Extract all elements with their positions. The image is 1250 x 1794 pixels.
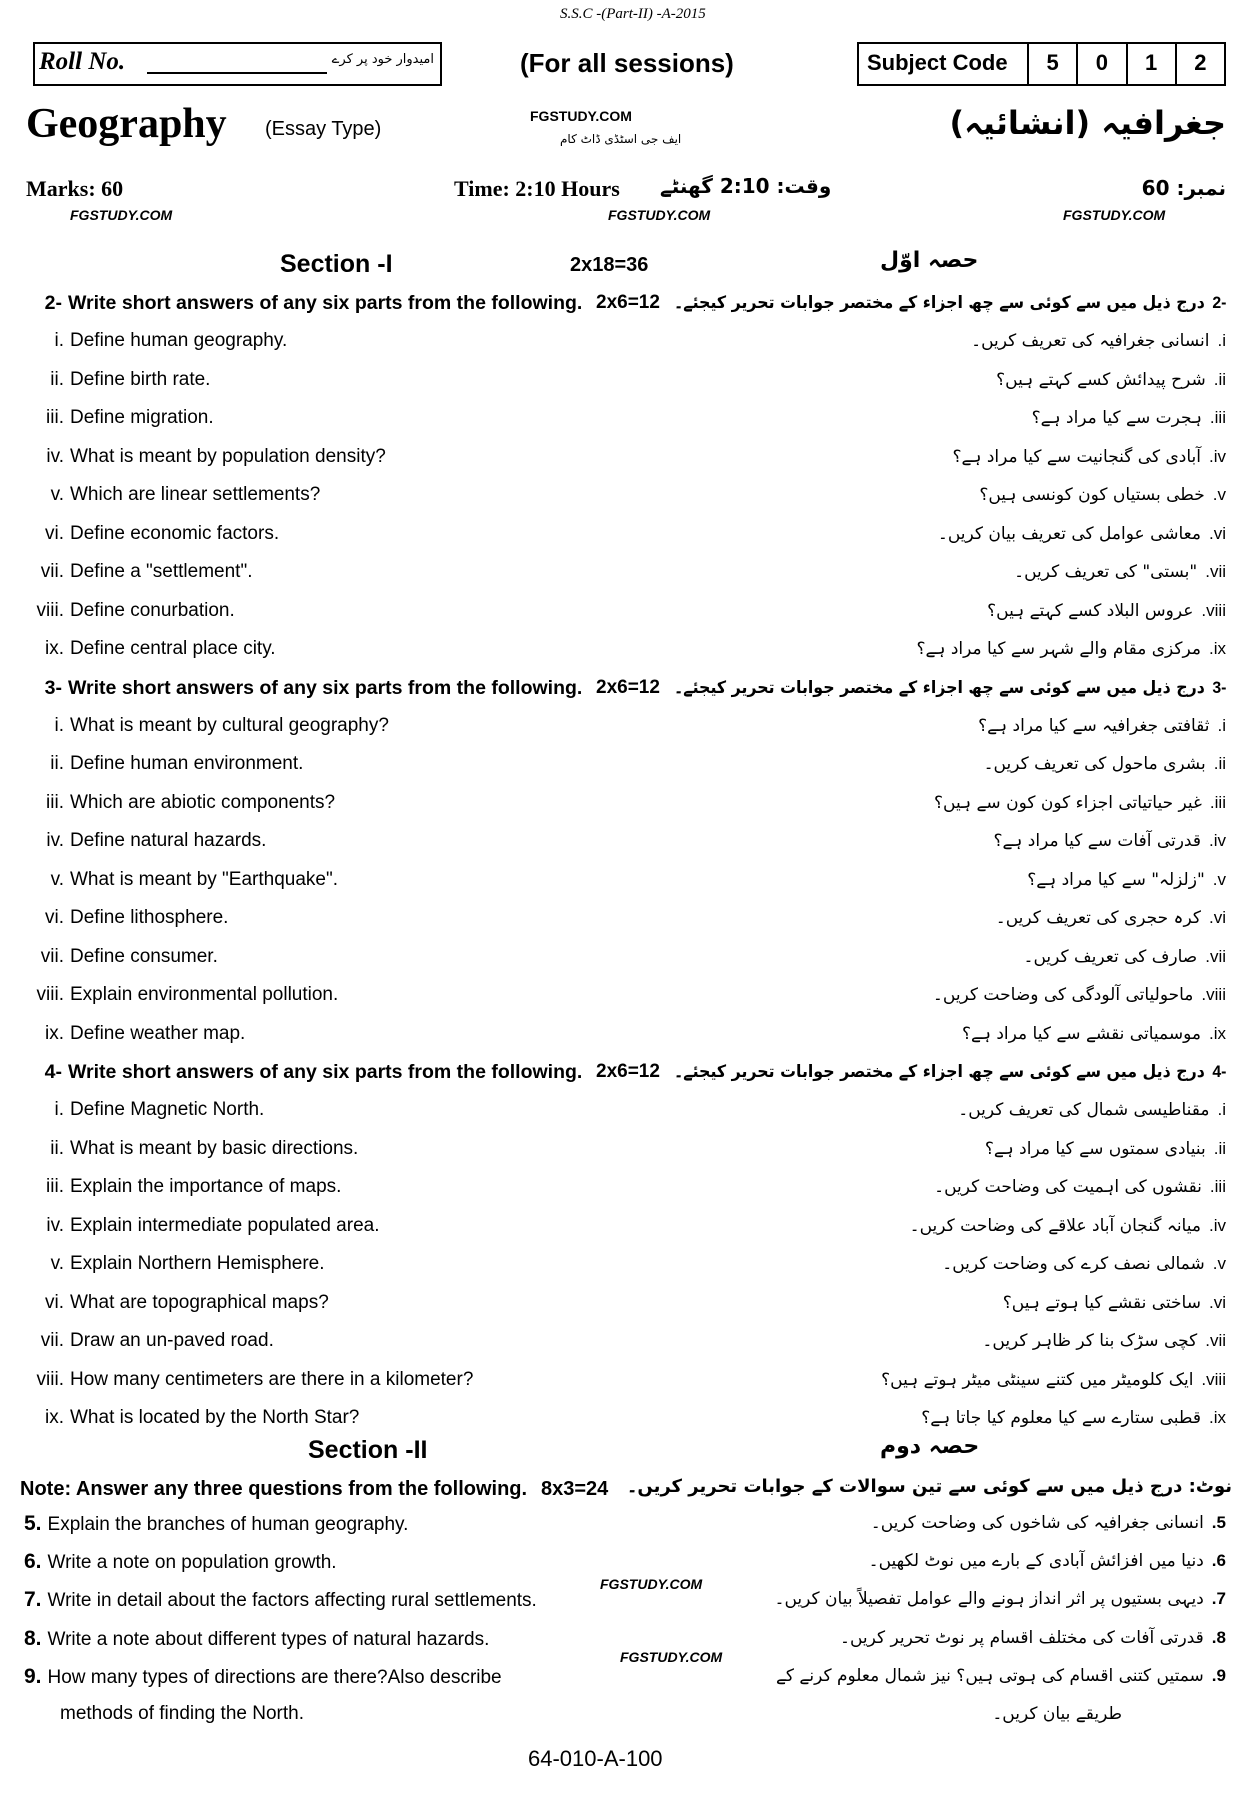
question-part — [0, 1138, 1250, 1176]
watermark: FGSTUDY.COM — [1063, 207, 1166, 223]
question-number: ii. — [50, 753, 64, 775]
question-label-urdu: نقشوں کی اہمیت کی وضاحت کریں۔ — [934, 1177, 1202, 1198]
question-label: Define migration. — [70, 407, 214, 429]
question-number-urdu: vi. — [1208, 523, 1226, 543]
watermark: FGSTUDY.COM — [70, 207, 173, 223]
question-text-urdu — [933, 984, 1226, 1005]
question-part — [0, 715, 1250, 753]
question-part — [0, 561, 1250, 599]
question-label-urdu: کرہ حجری کی تعریف کریں۔ — [995, 908, 1201, 929]
question-text-urdu — [1032, 407, 1226, 428]
question-text-urdu — [1027, 869, 1226, 890]
question-label: What is located by the North Star? — [70, 1407, 360, 1429]
question-label-urdu: درج ذیل میں سے کوئی سے چھ اجزاء کے مختصر جوابات تحریر کیجئے۔ — [673, 677, 1205, 698]
question-number-urdu: iv. — [1208, 831, 1226, 851]
question-number: i. — [54, 714, 64, 736]
question-number-urdu: v. — [1212, 485, 1226, 505]
question-label: Write short answers of any six parts from the following. — [68, 1061, 583, 1083]
question-text-urdu — [910, 1215, 1226, 1236]
question-part — [0, 792, 1250, 830]
exam-label: S.S.C -(Part-II) -A-2015 — [560, 6, 706, 22]
question-number-urdu: 8. — [1211, 1627, 1226, 1647]
question-number: vi. — [45, 907, 64, 929]
question-text-urdu — [982, 1330, 1226, 1351]
sessions-label: (For all sessions) — [520, 48, 734, 78]
question-text — [24, 1099, 264, 1121]
question-text — [24, 946, 218, 968]
section-2-note-urdu: نوٹ: درج ذیل میں سے کوئی سے تین سوالات کے جوابات تحریر کریں۔ — [626, 1476, 1232, 1497]
question-label: Write a note on population growth. — [47, 1552, 337, 1574]
watermark: FGSTUDY.COM — [600, 1576, 703, 1592]
question-text-urdu — [938, 523, 1226, 544]
question-number-urdu: iii. — [1209, 792, 1226, 812]
question-text — [24, 792, 335, 814]
question-number: v. — [50, 484, 64, 506]
question-label-urdu: صارف کی تعریف کریں۔ — [1023, 946, 1198, 967]
question-label-urdu: شرح پیدائش کسے کہتے ہیں؟ — [996, 369, 1206, 390]
question-label: Draw an un-paved road. — [70, 1330, 274, 1352]
question-label-urdu: عروس البلاد کسے کہتے ہیں؟ — [987, 600, 1194, 621]
section-2-marks: 8x3=24 — [541, 1478, 609, 1500]
question-number: 4- — [44, 1061, 62, 1083]
question-label-urdu: بشری ماحول کی تعریف کریں۔ — [983, 754, 1206, 775]
question-label: Define weather map. — [70, 1022, 246, 1044]
question-label: Define central place city. — [70, 638, 276, 660]
question-number-urdu: ii. — [1213, 1138, 1226, 1158]
question-number-urdu: ix. — [1208, 1408, 1226, 1428]
question-label: What is meant by basic directions. — [70, 1137, 359, 1159]
question-text-urdu — [996, 907, 1226, 928]
question-label-urdu: درج ذیل میں سے کوئی سے چھ اجزاء کے مختصر جوابات تحریر کیجئے۔ — [673, 1062, 1205, 1082]
question-label: Define human environment. — [70, 753, 304, 775]
question-label-urdu: میانہ گنجان آباد علاقے کی وضاحت کریں۔ — [909, 1215, 1201, 1236]
question-number: viii. — [36, 1368, 64, 1390]
question-label-urdu: ساختی نقشے کیا ہوتے ہیں؟ — [1002, 1292, 1201, 1313]
question-label: What is meant by cultural geography? — [70, 714, 389, 736]
question-label: How many centimeters are there in a kilometer? — [70, 1368, 474, 1390]
subject-code-digit: 0 — [1078, 44, 1127, 84]
question-text-urdu — [971, 330, 1226, 351]
marks-label: Marks: 60 — [26, 176, 124, 201]
question-number: vii. — [40, 945, 64, 967]
section-1-title-urdu: حصہ اوّل — [880, 248, 979, 273]
subject-title-urdu: جغرافیہ (انشائیہ) — [949, 104, 1226, 142]
question-label: Explain intermediate populated area. — [70, 1214, 380, 1236]
question-text — [24, 715, 389, 737]
question-number-urdu: ii. — [1213, 754, 1226, 774]
question-text — [24, 1627, 489, 1651]
section-2-note: Note: Answer any three questions from the following. — [20, 1478, 528, 1500]
question-number-urdu: 7. — [1211, 1589, 1226, 1609]
question-marks: 2x6=12 — [596, 1061, 660, 1082]
question-label-urdu: ماحولیاتی آلودگی کی وضاحت کریں۔ — [932, 985, 1194, 1006]
subject-code-digit: 5 — [1029, 44, 1078, 84]
question-number: ix. — [45, 1022, 64, 1044]
question-text-urdu — [985, 1138, 1226, 1159]
question-label-urdu: قدرتی آفات کی مختلف اقسام پر نوٹ تحریر کریں۔ — [840, 1627, 1204, 1648]
question-number-urdu: v. — [1212, 869, 1226, 889]
q9-continuation-urdu: طریقے بیان کریں۔ — [992, 1704, 1122, 1724]
question-text — [24, 1215, 379, 1237]
question-label-urdu: "زلزلہ" سے کیا مراد ہے؟ — [1027, 869, 1205, 890]
question-label: Explain the branches of human geography. — [47, 1514, 409, 1535]
question-text-urdu — [840, 1627, 1226, 1648]
question-label: What is meant by population density? — [70, 445, 386, 467]
question-part — [0, 1330, 1250, 1368]
question-text-urdu — [953, 446, 1226, 467]
long-question — [0, 1665, 1250, 1703]
time-label: Time: 2:10 Hours — [454, 176, 620, 201]
question-label: Define Magnetic North. — [70, 1099, 265, 1121]
question-text-urdu — [674, 292, 1226, 313]
question-text — [22, 292, 582, 315]
question-label: Write short answers of any six parts from the following. — [68, 676, 583, 699]
question-number: vii. — [40, 561, 64, 583]
question-part — [0, 484, 1250, 522]
question-text — [24, 1176, 341, 1198]
question-number-urdu: vi. — [1208, 1292, 1226, 1312]
question-text — [24, 523, 279, 545]
question-part — [0, 1292, 1250, 1330]
question-label-urdu: معاشی عوامل کی تعریف بیان کریں۔ — [937, 523, 1201, 544]
question-number: i. — [54, 1099, 64, 1121]
question-part — [0, 1176, 1250, 1214]
roll-label: Roll No. — [39, 48, 126, 75]
question-text — [24, 1023, 245, 1045]
question-number: ix. — [45, 1407, 64, 1429]
question-number: iii. — [46, 1176, 64, 1198]
question-text-urdu — [958, 1099, 1226, 1120]
question-number-urdu: viii. — [1201, 600, 1226, 620]
question-number: vii. — [40, 1330, 64, 1352]
question-label: Write in detail about the factors affecting rural settlements. — [47, 1590, 537, 1612]
question-part — [0, 369, 1250, 407]
question-number-urdu: vii. — [1205, 562, 1226, 582]
question-number: v. — [50, 868, 64, 890]
question-number-urdu: i. — [1217, 331, 1226, 351]
question-header — [0, 677, 1250, 715]
question-label: How many types of directions are there?Also describe — [47, 1666, 502, 1688]
roll-number-box — [33, 42, 442, 86]
question-text-urdu — [869, 1550, 1226, 1571]
question-number: iii. — [46, 407, 64, 429]
question-text-urdu — [996, 369, 1226, 390]
question-text — [24, 869, 338, 891]
question-label-urdu: سمتیں کتنی اقسام کی ہوتی ہیں؟ نیز شمال معلوم کرنے کے — [775, 1665, 1204, 1686]
question-label-urdu: درج ذیل میں سے کوئی سے چھ اجزاء کے مختصر جوابات تحریر کیجئے۔ — [673, 293, 1205, 313]
question-text-urdu — [987, 600, 1226, 621]
watermark: FGSTUDY.COM — [620, 1649, 723, 1665]
question-text — [24, 1512, 408, 1536]
question-text-urdu — [674, 1061, 1226, 1082]
question-part — [0, 1023, 1250, 1061]
section-2-title: Section -II — [308, 1436, 428, 1464]
question-marks: 2x6=12 — [596, 292, 660, 313]
question-part — [0, 600, 1250, 638]
question-part — [0, 984, 1250, 1022]
paper-code: 64-010-A-100 — [528, 1746, 663, 1771]
question-text — [24, 984, 338, 1006]
question-part — [0, 1407, 1250, 1445]
question-label-urdu: کچی سڑک بنا کر ظاہر کریں۔ — [982, 1331, 1198, 1352]
question-number-urdu: -2 — [1211, 293, 1226, 312]
question-label-urdu: غیر حیاتیاتی اجزاء کون کون سے ہیں؟ — [934, 792, 1202, 813]
question-text — [24, 1253, 325, 1275]
question-number: vi. — [45, 1291, 64, 1313]
question-number-urdu: vii. — [1205, 1331, 1226, 1351]
question-number-urdu: 9. — [1211, 1665, 1226, 1685]
question-label-urdu: قدرتی آفات سے کیا مراد ہے؟ — [993, 831, 1201, 852]
q9-continuation: methods of finding the North. — [60, 1703, 304, 1724]
question-text — [24, 330, 287, 352]
long-question — [0, 1512, 1250, 1550]
question-header — [0, 1061, 1250, 1099]
question-number-urdu: v. — [1212, 1254, 1226, 1274]
question-label: What are topographical maps? — [70, 1291, 329, 1313]
question-number: ii. — [50, 368, 64, 390]
question-label-urdu: "بستی" کی تعریف کریں۔ — [1014, 562, 1198, 583]
question-number-urdu: iv. — [1208, 446, 1226, 466]
question-number: ix. — [45, 638, 64, 660]
question-text-urdu — [962, 1023, 1226, 1044]
question-text-urdu — [921, 1407, 1226, 1428]
question-text — [24, 638, 276, 660]
question-part — [0, 1215, 1250, 1253]
time-urdu: وقت: 2:10 گھنٹے — [660, 174, 832, 198]
question-number-urdu: viii. — [1201, 985, 1226, 1005]
question-text-urdu — [979, 484, 1226, 505]
question-number-urdu: i. — [1217, 1100, 1226, 1120]
question-label: Write short answers of any six parts from the following. — [68, 292, 583, 314]
question-text-urdu — [984, 753, 1226, 774]
question-label-urdu: ثقافتی جغرافیہ سے کیا مراد ہے؟ — [978, 715, 1210, 736]
watermark: FGSTUDY.COM — [530, 108, 632, 124]
question-label-urdu: قطبی ستارے سے کیا معلوم کیا جاتا ہے؟ — [921, 1408, 1201, 1429]
question-part — [0, 446, 1250, 484]
question-number-urdu: vi. — [1208, 908, 1226, 928]
question-label-urdu: دنیا میں افزائش آبادی کے بارے میں نوٹ لکھیں۔ — [868, 1551, 1204, 1572]
question-label-urdu: انسانی جغرافیہ کی تعریف کریں۔ — [971, 331, 1210, 352]
question-label: Which are linear settlements? — [70, 484, 321, 506]
question-text-urdu — [674, 677, 1226, 698]
question-number: ii. — [50, 1137, 64, 1159]
question-label: Which are abiotic components? — [70, 791, 336, 813]
question-text — [24, 369, 210, 391]
question-number: i. — [54, 330, 64, 352]
marks-urdu: نمبر: 60 — [1141, 176, 1226, 200]
question-part — [0, 407, 1250, 445]
question-label-urdu: مقناطیسی شمال کی تعریف کریں۔ — [958, 1100, 1210, 1121]
question-part — [0, 1253, 1250, 1291]
question-text — [24, 1292, 329, 1314]
question-text — [24, 1588, 537, 1612]
question-label: Explain environmental pollution. — [70, 984, 339, 1006]
question-number: vi. — [45, 522, 64, 544]
question-text — [24, 1138, 358, 1160]
question-text-urdu — [934, 792, 1226, 813]
question-label: Define conurbation. — [70, 599, 235, 621]
question-part — [0, 753, 1250, 791]
question-label-urdu: ہجرت سے کیا مراد ہے؟ — [1031, 408, 1202, 429]
question-number-urdu: -4 — [1211, 1062, 1226, 1081]
question-part — [0, 869, 1250, 907]
question-number: iii. — [46, 791, 64, 813]
question-number-urdu: iii. — [1209, 408, 1226, 428]
question-number-urdu: i. — [1217, 715, 1226, 735]
question-text-urdu — [978, 715, 1226, 736]
question-text — [24, 1550, 337, 1574]
long-question — [0, 1588, 1250, 1626]
question-number: viii. — [36, 599, 64, 621]
question-text — [24, 561, 252, 583]
question-number: 2- — [44, 292, 62, 314]
question-label-urdu: دیہی بستیوں پر اثر انداز ہونے والے عوامل تفصیلاً بیان کریں۔ — [774, 1589, 1204, 1610]
section-1-title: Section -I — [280, 250, 393, 278]
question-label-urdu: خطی بستیاں کون کونسی ہیں؟ — [979, 485, 1205, 506]
question-number: 6. — [24, 1550, 42, 1574]
question-label: Define economic factors. — [70, 522, 280, 544]
question-text-urdu — [942, 1253, 1226, 1274]
subject-title: Geography — [26, 101, 227, 147]
question-text — [24, 1369, 473, 1391]
question-label-urdu: شمالی نصف کرے کی وضاحت کریں۔ — [942, 1254, 1205, 1275]
subject-code-digit: 1 — [1128, 44, 1177, 84]
question-number: iv. — [46, 830, 64, 852]
question-label: Define a "settlement". — [70, 561, 253, 583]
question-part — [0, 907, 1250, 945]
subject-code-digit: 2 — [1194, 50, 1207, 75]
section-1-marks: 2x18=36 — [570, 254, 649, 276]
roll-number-line — [147, 72, 327, 74]
question-label: Define consumer. — [70, 945, 218, 967]
question-label: Define lithosphere. — [70, 907, 229, 929]
question-text — [24, 907, 228, 929]
question-number: iv. — [46, 1214, 64, 1236]
question-text — [24, 1407, 359, 1429]
subject-code-box — [857, 42, 1226, 86]
question-text-urdu — [916, 638, 1226, 659]
question-text — [24, 446, 386, 468]
question-label: Define birth rate. — [70, 368, 211, 390]
question-text — [24, 407, 214, 429]
question-label: Define natural hazards. — [70, 830, 267, 852]
question-text-urdu — [1014, 561, 1226, 582]
question-text — [24, 1665, 502, 1689]
question-number: viii. — [36, 984, 64, 1006]
question-header — [0, 292, 1250, 330]
watermark: FGSTUDY.COM — [608, 207, 711, 223]
question-label: Explain the importance of maps. — [70, 1176, 342, 1198]
question-text — [24, 600, 235, 622]
question-text — [24, 484, 320, 506]
question-text-urdu — [775, 1588, 1226, 1609]
question-number: 5. — [24, 1512, 42, 1535]
question-text-urdu — [993, 830, 1226, 851]
question-text — [24, 830, 266, 852]
question-number: 8. — [24, 1626, 42, 1650]
question-number-urdu: vii. — [1205, 946, 1226, 966]
question-number-urdu: ii. — [1213, 369, 1226, 389]
question-label-urdu: مرکزی مقام والے شہر سے کیا مراد ہے؟ — [916, 639, 1201, 660]
subject-code-label: Subject Code — [859, 44, 1029, 84]
question-number-urdu: iii. — [1209, 1177, 1226, 1197]
question-number-urdu: ix. — [1208, 639, 1226, 659]
question-label: What is meant by "Earthquake". — [70, 868, 339, 890]
question-text-urdu — [776, 1665, 1226, 1686]
section-2-title-urdu: حصہ دوم — [880, 1434, 980, 1459]
question-number-urdu: iv. — [1208, 1215, 1226, 1235]
question-number: 3- — [44, 676, 62, 699]
question-label: Explain Northern Hemisphere. — [70, 1253, 325, 1275]
question-part — [0, 946, 1250, 984]
question-number: iv. — [46, 445, 64, 467]
question-number-urdu: -3 — [1211, 677, 1226, 697]
question-marks: 2x6=12 — [596, 676, 660, 698]
question-number: v. — [50, 1253, 64, 1275]
question-label-urdu: آبادی کی گنجانیت سے کیا مراد ہے؟ — [952, 446, 1201, 467]
question-number-urdu: viii. — [1201, 1369, 1226, 1389]
question-label-urdu: انسانی جغرافیہ کی شاخوں کی وضاحت کریں۔ — [870, 1513, 1204, 1533]
question-label: Write a note about different types of natural hazards. — [47, 1628, 490, 1650]
question-label-urdu: ایک کلومیٹر میں کتنے سینٹی میٹر ہوتے ہیں؟ — [881, 1369, 1194, 1390]
question-text-urdu — [871, 1512, 1226, 1533]
subject-type: (Essay Type) — [265, 118, 382, 140]
question-text — [24, 1330, 274, 1352]
question-label-urdu: موسمیاتی نقشے سے کیا مراد ہے؟ — [962, 1023, 1201, 1044]
question-number: 9. — [24, 1664, 42, 1688]
question-text-urdu — [881, 1369, 1226, 1390]
roll-urdu: امیدوار خود پر کرے — [331, 52, 434, 67]
question-text-urdu — [1003, 1292, 1226, 1313]
question-text-urdu — [1024, 946, 1226, 967]
question-label: Define human geography. — [70, 330, 288, 352]
question-text — [24, 753, 303, 775]
question-text — [22, 1061, 582, 1084]
question-number-urdu: 5. — [1211, 1513, 1226, 1532]
question-part — [0, 1099, 1250, 1137]
question-number-urdu: ix. — [1208, 1023, 1226, 1043]
question-number-urdu: 6. — [1211, 1551, 1226, 1571]
question-text — [22, 677, 582, 700]
question-part — [0, 1369, 1250, 1407]
question-part — [0, 330, 1250, 368]
question-part — [0, 638, 1250, 676]
question-text-urdu — [934, 1176, 1226, 1197]
question-part — [0, 523, 1250, 561]
question-label-urdu: بنیادی سمتوں سے کیا مراد ہے؟ — [984, 1138, 1206, 1159]
question-number: 7. — [24, 1588, 42, 1612]
watermark-urdu: ایف جی اسٹڈی ڈاٹ کام — [560, 132, 682, 146]
question-part — [0, 830, 1250, 868]
